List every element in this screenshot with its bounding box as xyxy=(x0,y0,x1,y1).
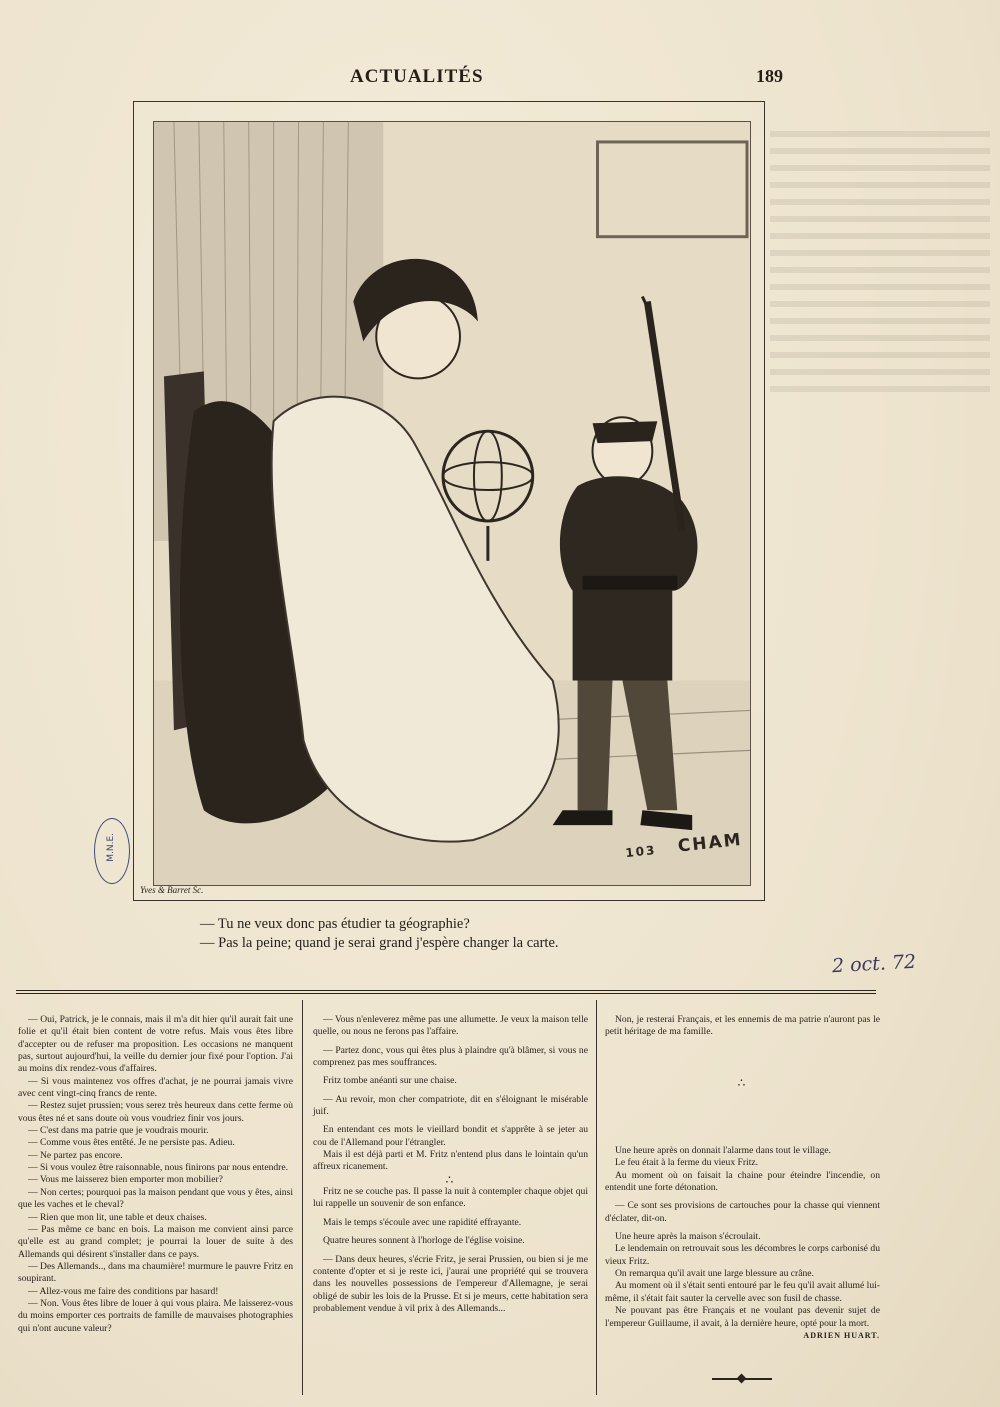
double-rule-divider xyxy=(16,990,876,994)
paragraph: Au moment où on faisait la chaine pour éteindre l'incendie, on entendit une forte détonation. xyxy=(605,1169,880,1194)
paragraph: — Partez donc, vous qui êtes plus à plaindre qu'à blâmer, si vous ne comprenez pas mes souffrances. xyxy=(313,1044,588,1069)
column-separator xyxy=(596,1000,597,1395)
column-separator xyxy=(302,1000,303,1395)
engraver-credit: Yves & Barret Sc. xyxy=(140,885,204,895)
plate-number: 103 xyxy=(624,842,658,861)
caption-line-1: — Tu ne veux donc pas étudier ta géographie? xyxy=(200,916,470,932)
illustration-caption xyxy=(200,915,559,953)
paragraph: Le feu était à la ferme du vieux Fritz. xyxy=(615,1157,759,1169)
paragraph: — Rien que mon lit, une table et deux chaises. xyxy=(28,1211,207,1223)
paragraph: Mais le temps s'écoule avec une rapidité effrayante. xyxy=(323,1216,522,1228)
paragraph: Quatre heures sonnent à l'horloge de l'église voisine. xyxy=(323,1235,525,1247)
end-ornament-icon xyxy=(712,1378,772,1380)
paragraph: Non, je resterai Français, et les ennemis de ma patrie n'auront pas le petit héritage de ma famille. xyxy=(605,1014,880,1038)
lithograph-illustration-icon xyxy=(154,122,750,885)
paragraph: En entendant ces mots le vieillard bondit et s'apprête à se jeter au cou de l'Allemand pour l'étrangler. xyxy=(313,1124,588,1148)
caption-line-2: — Pas la peine; quand je serai grand j'espère changer la carte. xyxy=(200,935,559,951)
paragraph: — Ne partez pas encore. xyxy=(28,1149,123,1161)
paragraph: — Vous n'enleverez même pas une allumette. Je veux la maison telle quelle, ou nous ne ferons pas l'affaire. xyxy=(313,1014,588,1038)
paragraph: Fritz ne se couche pas. Il passe la nuit à contempler chaque objet qui lui rappelle un souvenir de son enfance. xyxy=(313,1186,588,1210)
paragraph: Fritz tombe anéanti sur une chaise. xyxy=(323,1075,457,1087)
paragraph: — Non. Vous êtes libre de louer à qui vous plaira. Me laisserez-vous du moins emporter ces portraits de famille de mauvaises photographies qui n'ont aucune valeur? xyxy=(18,1297,293,1334)
paragraph: — Allez-vous me faire des conditions par hasard! xyxy=(28,1285,219,1297)
paragraph: — C'est dans ma patrie que je voudrais mourir. xyxy=(28,1125,209,1137)
paragraph: Le lendemain on retrouvait sous les décombres le corps carbonisé du vieux Fritz. xyxy=(605,1243,880,1267)
paragraph: — Comme vous êtes entêté. Je ne persiste pas. Adieu. xyxy=(28,1137,235,1149)
handwritten-date: 2 oct. 72 xyxy=(831,950,917,978)
article-column-2 xyxy=(313,1014,588,1315)
library-stamp xyxy=(94,818,130,884)
artist-name: CHAM xyxy=(676,829,744,857)
paragraph: Une heure après la maison s'écroulait. xyxy=(615,1231,761,1243)
author-signature: ADRIEN HUART. xyxy=(803,1330,880,1340)
page-number: 189 xyxy=(756,66,783,86)
paragraph: — Si vous maintenez vos offres d'achat, je ne pourrai jamais vivre avec cent vingt-cinq francs de rente. xyxy=(18,1075,293,1100)
show-through-text xyxy=(770,120,990,920)
paragraph: — Dans deux heures, s'écrie Fritz, je serai Prussien, ou bien si je me contente d'opter et si je reste ici, j'aurai une propriété qui se trouvera dans les nouvelles possessions de l'empereur d'Allemagne, je serai obligé de subir les lois de la Prusse. Et si je meurs, cette habitation sera probablement vendue à vil prix à des Allemands... xyxy=(313,1253,588,1314)
paragraph: Ne pouvant pas être Français et ne voulant pas devenir sujet de l'empereur Guillaume, il avait, à la dernière heure, opté pour la mort. xyxy=(605,1305,880,1329)
paragraph: — Pas même ce banc en bois. La maison me convient ainsi parce qu'elle est au grand complet; je pourrai la louer de suite à des Allemands qui désirent s'installer dans ce pays. xyxy=(18,1223,293,1260)
paragraph: — Ce sont ses provisions de cartouches pour la chasse qui viennent d'éclater, dit-on. xyxy=(605,1200,880,1224)
paragraph: — Oui, Patrick, je le connais, mais il m'a dit hier qu'il aurait fait une folie et qu'il était bien content de votre refus. Mais vous êtes libre d'accepter ou de refuser ma proposition. Les occasions ne manquent pas, surtout aujourd'hui, la veille du dernier jour fixé pour l'option. J'ai au moins dix rendez-vous d'affaires. xyxy=(18,1014,293,1075)
section-break: ∴ xyxy=(737,1075,748,1090)
paragraph: — Des Allemands.., dans ma chaumière! murmure le pauvre Fritz en soupirant. xyxy=(18,1260,293,1285)
paragraph: — Si vous voulez être raisonnable, nous finirons par nous entendre. xyxy=(28,1162,289,1174)
paragraph: — Au revoir, mon cher compatriote, dit en s'éloignant le misérable juif. xyxy=(313,1093,588,1118)
paragraph: Mais il est déjà parti et M. Fritz n'entend plus dans le lointain qu'un affreux ricanement. xyxy=(313,1149,588,1173)
stamp-text: M.N.E. xyxy=(106,833,116,862)
paragraph: On remarqua qu'il avait une large blessure au crâne. xyxy=(615,1268,814,1280)
article-column-1 xyxy=(18,1014,293,1335)
paragraph: — Non certes; pourquoi pas la maison pendant que vous y êtes, ainsi que les vaches et le cheval? xyxy=(18,1186,293,1211)
illustration-frame xyxy=(153,121,751,886)
article-column-3 xyxy=(605,1014,880,1342)
paragraph: — Vous me laisserez bien emporter mon mobilier? xyxy=(28,1174,223,1186)
paragraph: Au moment où il s'était senti entouré par le feu qu'il avait allumé lui-même, il s'était fait sauter la cervelle avec son fusil de chasse. xyxy=(605,1280,880,1304)
paragraph: — Restez sujet prussien; vous serez très heureux dans cette ferme où vous êtes né et sans doute où vous voudriez finir vos jours. xyxy=(18,1100,293,1124)
paragraph: Une heure après on donnait l'alarme dans tout le village. xyxy=(615,1145,831,1157)
page-header-title: ACTUALITÉS xyxy=(350,66,484,87)
section-break: ∴ xyxy=(445,1172,456,1187)
